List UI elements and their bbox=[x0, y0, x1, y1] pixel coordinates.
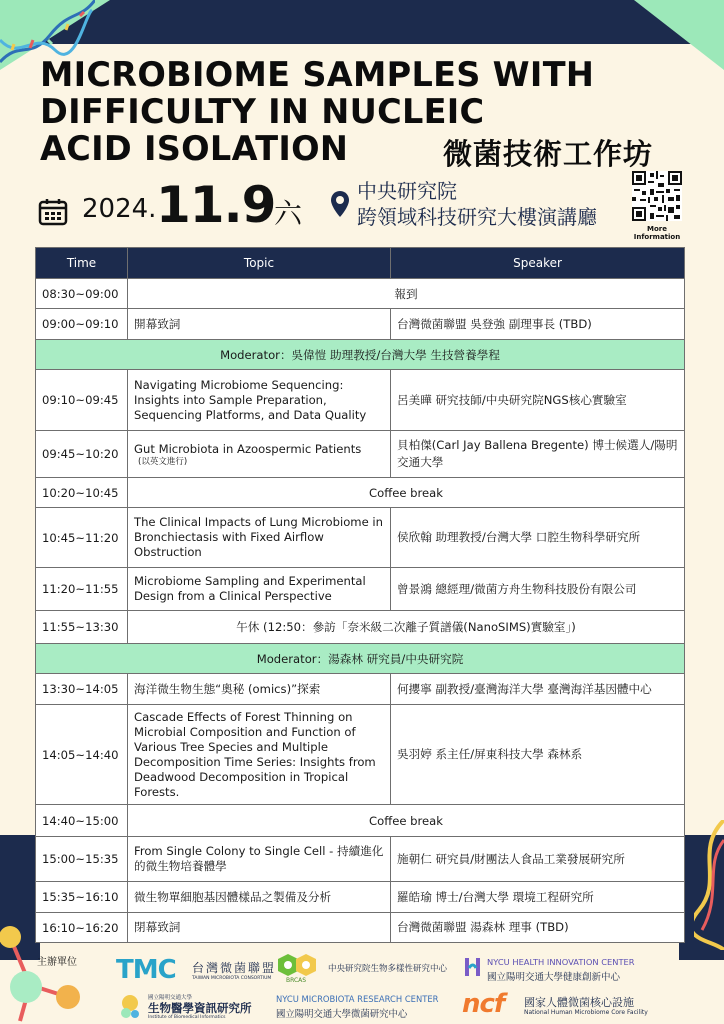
topic-title: Gut Microbiota in Azoospermic Patients bbox=[134, 441, 362, 456]
row-topic: Microbiome Sampling and Experimental Design from a Clinical Perspective bbox=[128, 568, 391, 611]
row-topic: Cascade Effects of Forest Thinning on Microbial Composition and Function of Various Tree Species and Multiple Decomposition Time Series: Insights from Deadwood Decomposition in Tropical Forests. bbox=[128, 705, 391, 805]
brcas-emblem-icon bbox=[276, 953, 324, 977]
calendar-icon bbox=[38, 198, 68, 226]
header-speaker: Speaker bbox=[391, 248, 685, 279]
table-row bbox=[36, 370, 685, 431]
table-row bbox=[36, 882, 685, 913]
row-time: 16:10~16:20 bbox=[36, 913, 128, 943]
row-topic: Navigating Microbiome Sequencing: Insights into Sample Preparation, Sequencing Platforms, and Data Quality bbox=[128, 370, 391, 431]
nycu-h-icon bbox=[463, 956, 483, 978]
tmc-name: 台灣微菌聯盟 bbox=[192, 961, 277, 975]
row-speaker: 呂美曄 研究技師/中央研究院NGS核心實驗室 bbox=[391, 370, 685, 431]
row-topic: From Single Colony to Single Cell - 持續進化的微生物培養體學 bbox=[128, 837, 391, 882]
row-span: 午休 (12:50：參訪「奈米級二次離子質譜儀(NanoSIMS)實驗室」) bbox=[128, 611, 685, 644]
row-span: Coffee break bbox=[128, 805, 685, 837]
bmi-en: Institute of Biomedical Informatics bbox=[148, 1015, 226, 1020]
dna-helix-right-icon bbox=[694, 820, 724, 950]
row-span: Coffee break bbox=[128, 478, 685, 508]
venue-line-2: 跨領域科技研究大樓演講廳 bbox=[357, 205, 597, 229]
row-time: 15:00~15:35 bbox=[36, 837, 128, 882]
row-time: 10:45~11:20 bbox=[36, 508, 128, 568]
row-time: 10:20~10:45 bbox=[36, 478, 128, 508]
location-pin-icon bbox=[330, 190, 350, 218]
row-time: 14:40~15:00 bbox=[36, 805, 128, 837]
table-row bbox=[36, 805, 685, 837]
ncf-cn: 國家人體微菌核心設施 bbox=[524, 996, 634, 1009]
tmc-sub: TAIWAN MICROBIOTA CONSORTIUM bbox=[192, 976, 272, 981]
table-row bbox=[36, 674, 685, 705]
row-time: 08:30~09:00 bbox=[36, 279, 128, 309]
row-span: 報到 bbox=[128, 279, 685, 309]
table-row bbox=[36, 705, 685, 805]
host-label: 主辦單位 bbox=[37, 957, 77, 968]
row-speaker: 何攖寧 副教授/臺灣海洋大學 臺灣海洋基因體中心 bbox=[391, 674, 685, 705]
date-year: 2024. bbox=[82, 194, 157, 224]
table-header-row bbox=[36, 248, 685, 279]
table-row bbox=[36, 431, 685, 478]
bmi-emblem-icon bbox=[118, 993, 142, 1021]
nmrc-en: NYCU MICROBIOTA RESEARCH CENTER bbox=[276, 994, 439, 1004]
row-time: 11:55~13:30 bbox=[36, 611, 128, 644]
topic-note: (以英文進行) bbox=[138, 456, 188, 467]
row-time: 09:00~09:10 bbox=[36, 309, 128, 340]
row-speaker: 貝柏傑(Carl Jay Ballena Bregente) 博士候選人/陽明交通大學 bbox=[391, 431, 685, 478]
table-row bbox=[36, 279, 685, 309]
row-speaker: 羅皓瑜 博士/台灣大學 環境工程研究所 bbox=[391, 882, 685, 913]
row-speaker: 侯欣翰 助理教授/台灣大學 口腔生物科學研究所 bbox=[391, 508, 685, 568]
table-row bbox=[36, 478, 685, 508]
bmi-name: 生物醫學資訊研究所 bbox=[148, 1001, 252, 1015]
venue-line-1: 中央研究院 bbox=[357, 179, 457, 203]
row-speaker: 台灣微菌聯盟 湯森林 理事 (TBD) bbox=[391, 913, 685, 943]
table-row bbox=[36, 309, 685, 340]
date-day-month: 11.9 bbox=[156, 176, 276, 234]
row-topic: 開幕致詞 bbox=[128, 309, 391, 340]
date-weekday: 六 bbox=[274, 197, 303, 230]
agenda-table bbox=[35, 247, 685, 943]
row-time: 14:05~14:40 bbox=[36, 705, 128, 805]
row-speaker: 台灣微菌聯盟 吳登強 副理事長 (TBD) bbox=[391, 309, 685, 340]
row-time: 09:10~09:45 bbox=[36, 370, 128, 431]
moderator-text: Moderator：湯森林 研究員/中央研究院 bbox=[36, 644, 685, 674]
bmi-small: 國立陽明交通大學 bbox=[148, 995, 193, 1001]
row-speaker: 吳羽婷 系主任/屏東科技大學 森林系 bbox=[391, 705, 685, 805]
row-time: 13:30~14:05 bbox=[36, 674, 128, 705]
nmrc-cn: 國立陽明交通大學微菌研究中心 bbox=[276, 1009, 408, 1020]
row-topic: The Clinical Impacts of Lung Microbiome in Bronchiectasis with Fixed Airflow Obstruction bbox=[128, 508, 391, 568]
table-row bbox=[36, 508, 685, 568]
table-row bbox=[36, 913, 685, 943]
row-time: 09:45~10:20 bbox=[36, 431, 128, 478]
moderator-row bbox=[36, 340, 685, 370]
tmc-mark: TMC bbox=[116, 955, 176, 985]
row-speaker: 曾景鴻 總經理/微菌方舟生物科技股份有限公司 bbox=[391, 568, 685, 611]
title-line-2: DIFFICULTY IN NUCLEIC bbox=[40, 92, 485, 131]
title-line-1: MICROBIOME SAMPLES WITH bbox=[40, 55, 595, 94]
row-speaker: 施朝仁 研究員/財團法人食品工業發展研究所 bbox=[391, 837, 685, 882]
table-row bbox=[36, 611, 685, 644]
qr-code[interactable] bbox=[632, 171, 682, 221]
qr-label: More Information bbox=[633, 225, 681, 241]
table-row bbox=[36, 837, 685, 882]
row-topic: 海洋微生物生態“奧秘 (omics)”探索 bbox=[128, 674, 391, 705]
ncf-mark: ncf bbox=[462, 989, 505, 1019]
table-row bbox=[36, 568, 685, 611]
row-time: 15:35~16:10 bbox=[36, 882, 128, 913]
title-line-3: ACID ISOLATION bbox=[40, 129, 349, 168]
nycu-hic-en: NYCU HEALTH INNOVATION CENTER bbox=[487, 957, 635, 967]
brcas-name: 中央研究院生物多樣性研究中心 bbox=[328, 964, 448, 974]
brcas-mark: BRCAS bbox=[286, 977, 307, 984]
title-chinese: 微菌技術工作坊 bbox=[443, 137, 654, 171]
row-topic bbox=[128, 431, 391, 478]
ncf-en: National Human Microbiome Core Facility bbox=[524, 1009, 648, 1016]
row-topic: 微生物單細胞基因體樣品之製備及分析 bbox=[128, 882, 391, 913]
header-topic: Topic bbox=[128, 248, 391, 279]
moderator-row bbox=[36, 644, 685, 674]
top-band bbox=[0, 0, 724, 44]
header-time: Time bbox=[36, 248, 128, 279]
moderator-text: Moderator：吳偉愷 助理教授/台灣大學 生技營養學程 bbox=[36, 340, 685, 370]
nycu-hic-cn: 國立陽明交通大學健康創新中心 bbox=[487, 972, 621, 983]
row-topic: 閉幕致詞 bbox=[128, 913, 391, 943]
row-time: 11:20~11:55 bbox=[36, 568, 128, 611]
